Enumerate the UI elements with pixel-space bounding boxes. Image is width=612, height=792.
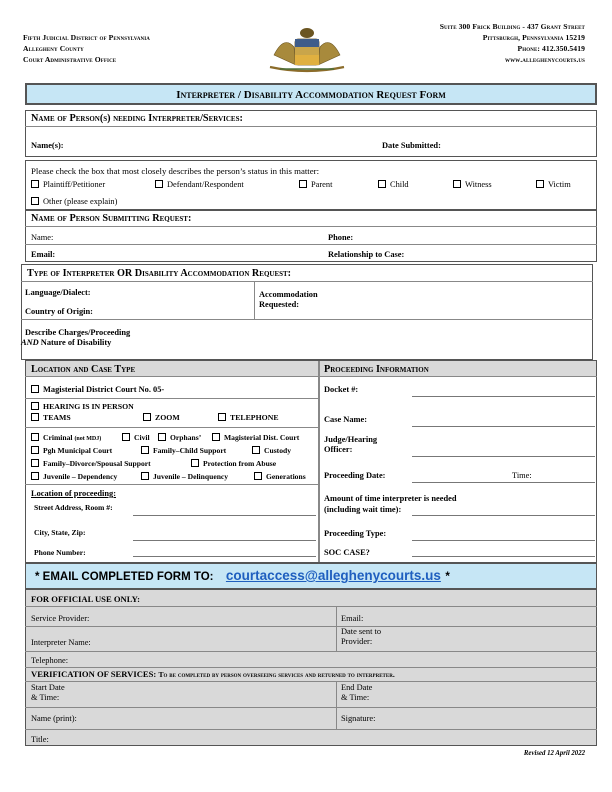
checkbox[interactable] [31,413,39,421]
case-pgh[interactable] [31,446,112,455]
interpreter-name-label: Interpreter Name: [31,638,91,647]
submitter-email-label: Email: [31,250,56,259]
mdc-option[interactable] [31,385,164,394]
location-title: Location and Case Type [31,364,136,375]
in-person-label: HEARING IS IN PERSON [43,402,134,411]
address-block [440,21,585,65]
generations-label: Generations [266,472,306,481]
section2-title: Name of Person Submitting Request: [31,213,192,224]
checkbox[interactable] [141,446,149,454]
amount-field[interactable] [412,515,595,516]
juv-del-label: Juvenile – Delinquency [153,472,229,481]
case-name-label: Case Name: [324,415,368,424]
city-field[interactable] [133,540,316,541]
checkbox[interactable] [378,180,386,188]
checkbox[interactable] [252,446,260,454]
mag-dist-label: Magisterial Dist. Court [224,433,300,442]
custody-label: Custody [264,446,292,455]
disability-text: Nature of Disability [40,338,112,347]
judge-label-1: Judge/Hearing [324,435,378,444]
amount-label-2: (including wait time): [324,505,402,514]
email-banner-text [35,567,450,585]
family-div-label: Family–Divorce/Spousal Support [43,459,151,468]
email-link[interactable]: courtaccess@alleghenycourts.us [225,568,441,583]
checkbox[interactable] [212,433,220,441]
court-line-2: Allegheny County [23,44,84,53]
submitter-name-label: Name: [31,233,54,242]
pfa-label: Protection from Abuse [203,459,277,468]
zoom-option[interactable] [143,413,180,422]
teams-option[interactable] [31,413,71,422]
civil-label: Civil [134,433,150,442]
option-witness[interactable] [453,180,492,189]
criminal-label: Criminal [43,433,73,442]
case-family-div[interactable] [31,459,151,468]
date-sent-label-1: Date sent to [341,627,382,636]
amount-label-1: Amount of time interpreter is needed [324,494,457,503]
country-label: Country of Origin: [25,307,93,316]
address-line-4: www.alleghenycourts.us [504,55,585,64]
case-pfa[interactable] [191,459,276,468]
checkbox[interactable] [31,433,39,441]
checkbox[interactable] [218,413,226,421]
family-child-label: Family–Child Support [153,446,227,455]
option-victim[interactable] [536,180,571,189]
case-criminal[interactable] [31,433,101,442]
case-orphans[interactable] [158,433,201,442]
case-family-child[interactable] [141,446,226,455]
relationship-label: Relationship to Case: [328,250,405,259]
proceeding-type-label: Proceeding Type: [324,529,387,538]
checkbox[interactable] [254,472,262,480]
start-label-1: Start Date [31,683,65,692]
checkbox[interactable] [299,180,307,188]
form-title-bar [25,83,597,105]
checkbox[interactable] [31,459,39,467]
names-label: Name(s): [31,141,64,150]
accommodation-label: Accommodation [259,290,318,299]
option-label: Child [390,180,409,189]
checkbox[interactable] [155,180,163,188]
and-text: AND [21,338,39,347]
revision-note: Revised 12 April 2022 [523,750,585,757]
checkbox[interactable] [31,402,39,410]
city-label: City, State, Zip: [34,528,86,537]
location-of-proceeding-title: Location of proceeding: [31,489,116,498]
end-label-1: End Date [341,683,373,692]
email-banner-prefix: * EMAIL COMPLETED FORM TO: [35,571,214,583]
official-title: FOR OFFICIAL USE ONLY: [31,594,140,604]
name-print-label: Name (print): [31,714,77,723]
checkbox[interactable] [453,180,461,188]
option-plaintiff[interactable] [31,180,105,189]
case-juv-dep[interactable] [31,472,117,481]
telephone-option[interactable] [218,413,279,422]
pennsylvania-seal-icon [264,25,350,73]
juv-dep-label: Juvenile – Dependency [43,472,118,481]
not-mdj-label: (not MDJ) [74,436,102,442]
signature-label: Signature: [341,714,376,723]
mdc-label: Magisterial District Court No. 05- [43,385,165,394]
proceeding-title: Proceeding Information [324,364,429,375]
telephone-label: TELEPHONE [230,413,279,422]
checkbox[interactable] [191,459,199,467]
address-line-1: Suite 300 Frick Building - 437 Grant Street [439,22,585,31]
checkbox[interactable] [158,433,166,441]
option-child[interactable] [378,180,409,189]
option-label: Witness [465,180,492,189]
end-label-2: & Time: [341,693,370,702]
form-title: Interpreter / Disability Accommodation Request Form [176,89,446,101]
orphans-label: Orphans’ [170,433,202,442]
case-generations[interactable] [254,472,306,481]
requested-label: Requested: [259,300,300,309]
phone-number-field[interactable] [133,556,316,557]
checkbox[interactable] [31,385,39,393]
case-juv-del[interactable] [141,472,228,481]
start-label-2: & Time: [31,693,60,702]
official-email-label: Email: [341,614,364,623]
soc-field[interactable] [412,556,595,557]
verification-note: To be completed by person overseeing services and returned to interpreter. [158,670,395,679]
date-submitted-label: Date Submitted: [382,141,441,150]
court-line-3: Court Administrative Office [23,55,117,64]
language-label: Language/Dialect: [25,288,91,297]
verification-heading: VERIFICATION OF SERVICES: [31,669,157,679]
checkbox[interactable] [122,433,130,441]
case-name-field[interactable] [412,426,595,427]
proceeding-type-field[interactable] [412,540,595,541]
title-label: Title: [31,735,49,744]
case-custody[interactable] [252,446,291,455]
address-line-3: Phone: 412.350.5419 [517,44,585,53]
judge-field[interactable] [412,456,595,457]
zoom-label: ZOOM [155,413,180,422]
status-prompt: Please check the box that most closely describes the person’s status in this matter: [31,166,320,176]
proceeding-date-label: Proceeding Date: [324,471,386,480]
service-provider-label: Service Provider: [31,614,90,623]
street-label: Street Address, Room #: [34,503,113,512]
checkbox[interactable] [141,472,149,480]
proceeding-date-field[interactable] [412,482,595,483]
checkbox[interactable] [31,197,39,205]
verification-title [31,669,395,679]
checkbox[interactable] [31,446,39,454]
describe-label-1: Describe Charges/Proceeding [25,328,131,337]
street-field[interactable] [133,515,316,516]
teams-label: TEAMS [43,413,71,422]
option-label: Other (please explain) [43,197,118,206]
checkbox[interactable] [31,180,39,188]
case-civil[interactable] [122,433,150,442]
checkbox[interactable] [143,413,151,421]
address-line-2: Pittsburgh, Pennsylvania 15219 [482,33,585,42]
phone-number-label: Phone Number: [34,548,86,557]
section1-title: Name of Person(s) needing Interpreter/Services: [31,113,243,124]
case-mag-dist[interactable] [212,433,299,442]
option-label: Victim [548,180,571,189]
option-label: Defendant/Respondent [167,180,244,189]
judge-label-2: Officer: [324,445,353,454]
section3-title: Type of Interpreter OR Disability Accommodation Request: [27,268,292,279]
checkbox[interactable] [31,472,39,480]
option-other[interactable] [31,197,117,206]
option-defendant[interactable] [155,180,244,189]
submitter-phone-label: Phone: [328,233,354,242]
official-telephone-label: Telephone: [31,656,69,665]
date-sent-label-2: Provider: [341,637,373,646]
option-label: Parent [311,180,333,189]
in-person-option[interactable] [31,402,134,411]
docket-label: Docket #: [324,385,359,394]
describe-label-2 [21,338,111,347]
docket-field[interactable] [412,396,595,397]
court-line-1: Fifth Judicial District of Pennsylvania [23,33,151,42]
email-banner-suffix: * [445,571,450,583]
time-label: Time: [512,471,532,480]
option-label: Plaintiff/Petitioner [43,180,106,189]
option-parent[interactable] [299,180,332,189]
pgh-label: Pgh Municipal Court [43,446,113,455]
soc-label: SOC CASE? [324,548,370,557]
checkbox[interactable] [536,180,544,188]
court-name-block [23,32,150,65]
